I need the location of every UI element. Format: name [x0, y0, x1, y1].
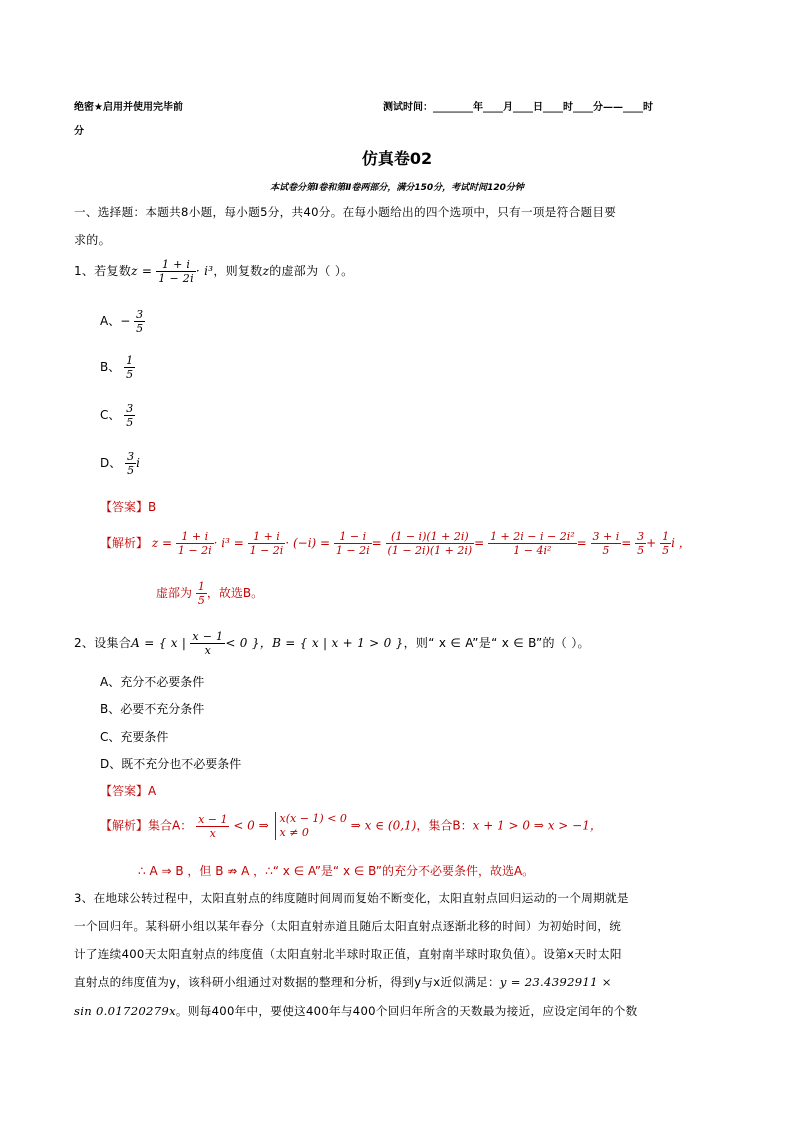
question-3-line3: 计了连续400天太阳直射点的纬度值（太阳直射北半球时取正值，直射南半球时取负值）。设第x天时太阳 [74, 947, 622, 961]
den: 5 [197, 594, 205, 607]
brace-top: x(x − 1) < 0 [279, 812, 347, 825]
option-fraction [125, 450, 136, 477]
frac-num: 3 [127, 450, 135, 463]
brace-bot: x ≠ 0 [279, 826, 309, 839]
q1-option-c[interactable] [100, 402, 135, 429]
den: x [190, 643, 225, 657]
setA-result: ⇒ x ∈ (0,1) [350, 818, 417, 833]
q3-line5-post: 。则每400年中，要使这400年与400个回归年所含的天数最为接近，应设定闰年的个数 [175, 1004, 638, 1018]
den: 1 − 2i [249, 544, 284, 557]
den: 5 [591, 543, 622, 557]
q1-fraction [156, 258, 196, 285]
frac-num: 1 [126, 354, 134, 367]
q1-z-eq: z = [131, 264, 153, 278]
frac-6 [591, 530, 622, 557]
den: (1 − 2i)(1 + 2i) [387, 544, 473, 557]
num: 1 + i [253, 530, 280, 543]
confidential-notice: 绝密★启用并使用完毕前 [74, 102, 183, 113]
q2-conclusion: ∴ A ⇒ B ，但 B ⇏ A ，∴“ x ∈ A”是“ x ∈ B”的充分不必要条件，故选A。 [138, 864, 535, 878]
num: x − 1 [192, 630, 224, 643]
den: 1 − 2i [335, 544, 370, 557]
frac-den: 5 [136, 322, 144, 335]
op: + [646, 536, 657, 550]
q2-answer [100, 782, 156, 799]
option-label: A、 [100, 314, 121, 328]
q1-option-b[interactable] [100, 354, 135, 381]
num: 1 + 2i − i − 2i² [490, 530, 575, 543]
den: 5 [662, 544, 670, 557]
q3-equation-part1: y = 23.4392911 × [499, 975, 612, 989]
frac-num: 3 [126, 402, 134, 415]
section-heading-cont: 求的。 [74, 233, 111, 247]
num: 1 [662, 530, 670, 543]
den: 5 [637, 544, 645, 557]
num: 1 [197, 580, 205, 593]
op: · i³ = [213, 536, 244, 550]
frac-5 [488, 530, 577, 557]
num: 3 + i [592, 530, 620, 543]
question-3-line5 [74, 1003, 638, 1019]
q3-line4-pre: 直射点的纬度值为y，该科研小组通过对数据的整理和分析，得到y与x近似满足： [74, 975, 500, 989]
q1-power: · i³ [195, 264, 214, 278]
question-3-line2: 一个回归年。某科研小组以某年春分（太阳直射赤道且随后太阳直射点逐渐北移的时间）为初始时间，统 [74, 919, 622, 933]
question-2 [74, 630, 590, 657]
frac-num: 3 [136, 308, 144, 321]
option-suffix: i [136, 456, 140, 470]
setB-result: x + 1 > 0 ⇒ x > −1， [472, 818, 602, 833]
frac-den: 5 [126, 416, 134, 429]
analysis-label: 【解析】 [100, 536, 149, 550]
frac-den: 5 [126, 368, 134, 381]
test-time-field: 测试时间：________年____月____日____时____分——____时 [383, 102, 653, 113]
op: = [474, 536, 485, 550]
paper-title: 仿真卷02 [361, 149, 433, 168]
q1-frac-num: 1 + i [162, 258, 191, 271]
answer-label: 【答案】 [100, 500, 149, 514]
frac-8 [660, 530, 671, 557]
den: x [196, 826, 229, 840]
num: 3 [637, 530, 645, 543]
op: · (−i) = [285, 536, 331, 550]
q1-answer [100, 498, 156, 515]
q1-lead: 1、若复数 [74, 264, 132, 278]
op: = [621, 536, 632, 550]
op: = [371, 536, 382, 550]
setA-ineq: < 0 ⇒ [233, 818, 269, 833]
q2-setB: ，B = { x | x + 1 > 0 } [259, 636, 404, 650]
q1-option-d[interactable] [100, 450, 140, 477]
setA-fraction [196, 813, 229, 840]
analysis-label: 【解析】 [100, 818, 149, 833]
q2-option-a[interactable]: A、充分不必要条件 [100, 675, 205, 689]
frac-3 [334, 530, 372, 557]
q2-setA-fraction [190, 630, 225, 657]
op: i ， [671, 536, 691, 550]
answer-label: 【答案】 [100, 784, 149, 798]
brace-system [275, 812, 347, 840]
q1-tail: ，则复数 [213, 264, 263, 278]
confidential-notice-cont: 分 [74, 126, 84, 137]
q1-option-a[interactable] [100, 308, 145, 335]
q3-equation-part2: sin 0.01720279x [74, 1004, 176, 1018]
question-3-line4 [74, 974, 612, 990]
q1-z: z [262, 264, 270, 278]
setB-label: ，集合B： [416, 818, 473, 833]
setA-label: 集合A： [148, 818, 193, 833]
q1-frac-den: 1 − 2i [158, 272, 194, 285]
q1-conclusion [156, 580, 263, 607]
q2-option-b[interactable]: B、必要不充分条件 [100, 702, 205, 716]
q2-setA-post: < 0 } [225, 636, 260, 650]
conclusion-post: ，故选B。 [206, 586, 264, 600]
conclusion-fraction [196, 580, 207, 607]
option-fraction [134, 308, 145, 335]
op: = [576, 536, 587, 550]
paper-subtitle: 本试卷分第Ⅰ卷和第Ⅱ卷两部分，满分150分，考试时间120分钟 [270, 183, 524, 193]
q2-analysis [100, 812, 602, 840]
frac-den: 5 [127, 464, 135, 477]
frac-7 [635, 530, 646, 557]
q2-option-d[interactable]: D、既不充分也不必要条件 [100, 757, 242, 771]
num: (1 − i)(1 + 2i) [391, 530, 469, 543]
option-label: D、 [100, 456, 122, 470]
den: 1 − 4i² [488, 543, 577, 557]
num: x − 1 [198, 812, 228, 826]
q2-option-c[interactable]: C、充要条件 [100, 730, 169, 744]
option-fraction [124, 354, 135, 381]
frac-4 [386, 530, 475, 557]
q2-setA-pre: A = { x | [131, 636, 187, 650]
section-heading: 一、选择题：本题共8小题，每小题5分，共40分。在每小题给出的四个选项中，只有一项是符合题目要 [74, 205, 617, 219]
q1-tail2: 的虚部为（ ）。 [269, 264, 354, 278]
answer-value: A [148, 784, 157, 798]
answer-value: B [148, 500, 157, 514]
question-1 [74, 258, 353, 285]
q2-lead: 2、设集合 [74, 636, 132, 650]
conclusion-pre: 虚部为 [156, 586, 193, 600]
option-label: C、 [100, 408, 121, 422]
frac-2 [248, 530, 286, 557]
z-eq: z = [151, 536, 173, 550]
option-fraction [124, 402, 135, 429]
question-3-line1: 3、在地球公转过程中，太阳直射点的纬度随时间周而复始不断变化，太阳直射点回归运动的一个周期就是 [74, 891, 629, 905]
num: 1 + i [181, 530, 209, 543]
q2-tail: ，则“ x ∈ A”是“ x ∈ B”的（ ）。 [403, 636, 590, 650]
frac-1 [176, 530, 214, 557]
option-label: B、 [100, 360, 121, 374]
option-sign: − [120, 314, 131, 328]
den: 1 − 2i [177, 544, 212, 557]
num: 1 − i [339, 530, 367, 543]
q1-analysis [100, 530, 691, 557]
